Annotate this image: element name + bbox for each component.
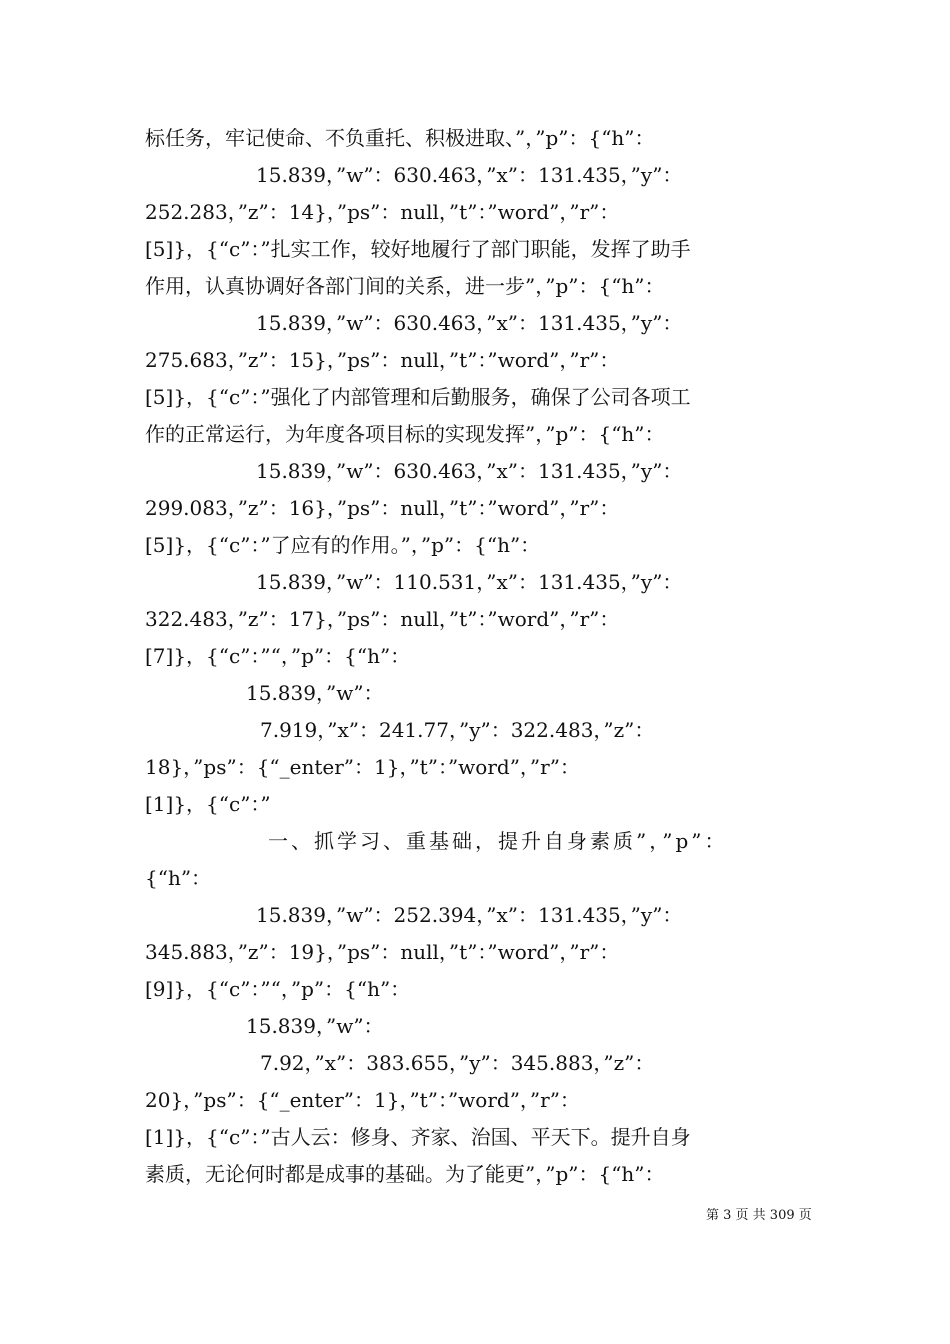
- text-line: 345.883，”z”：19}，”ps”：null，”t”：”word”，”r”：: [145, 940, 620, 964]
- text-line: [5]}，{“c”：”扎实工作，较好地履行了部门职能，发挥了助手: [145, 237, 691, 261]
- page-number: 第 3 页 共 309 页: [706, 1208, 812, 1223]
- text-line: {“h”：: [145, 866, 212, 890]
- text-line: [1]}，{“c”：”: [145, 792, 271, 816]
- text-line: 7.92，”x”：383.655，”y”：345.883，”z”：: [260, 1051, 655, 1075]
- text-line: [1]}，{“c”：”古人云：修身、齐家、治国、平天下。提升自身: [145, 1125, 691, 1149]
- text-line: 299.083，”z”：16}，”ps”：null，”t”：”word”，”r”：: [145, 496, 620, 520]
- text-line: 15.839，”w”：630.463，”x”：131.435，”y”：: [256, 459, 683, 483]
- text-line: 15.839，”w”：110.531，”x”：131.435，”y”：: [256, 570, 683, 594]
- text-line: 标任务，牢记使命、不负重托、积极进取、”，”p”：{“h”：: [145, 126, 655, 150]
- text-line: 作用，认真协调好各部门间的关系，进一步”，”p”：{“h”：: [145, 274, 665, 298]
- text-line: 322.483，”z”：17}，”ps”：null，”t”：”word”，”r”：: [145, 607, 620, 631]
- text-line: 15.839，”w”：630.463，”x”：131.435，”y”：: [256, 163, 683, 187]
- text-line: 15.839，”w”：630.463，”x”：131.435，”y”：: [256, 311, 683, 335]
- text-line: 252.283，”z”：14}，”ps”：null，”t”：”word”，”r”：: [145, 200, 620, 224]
- text-line: 15.839，”w”：: [246, 1014, 384, 1038]
- text-line: 作的正常运行，为年度各项目标的实现发挥”，”p”：{“h”：: [145, 422, 665, 446]
- text-line: 275.683，”z”：15}，”ps”：null，”t”：”word”，”r”：: [145, 348, 620, 372]
- text-line: [9]}，{“c”：”“，”p”：{“h”：: [145, 977, 411, 1001]
- text-line: 18}，”ps”：{“_enter”：1}，”t”：”word”，”r”：: [145, 755, 580, 779]
- text-line: 7.919，”x”：241.77，”y”：322.483，”z”：: [260, 718, 655, 742]
- text-line: 15.839，”w”：: [246, 681, 384, 705]
- section-heading: 一、抓学习、重基础，提升自身素质”，”p”：: [268, 829, 728, 853]
- text-line: [5]}，{“c”：”强化了内部管理和后勤服务，确保了公司各项工: [145, 385, 691, 409]
- text-line: 素质，无论何时都是成事的基础。为了能更”，”p”：{“h”：: [145, 1162, 665, 1186]
- text-line: [7]}，{“c”：”“，”p”：{“h”：: [145, 644, 411, 668]
- text-line: 15.839，”w”：252.394，”x”：131.435，”y”：: [256, 903, 683, 927]
- text-line: 20}，”ps”：{“_enter”：1}，”t”：”word”，”r”：: [145, 1088, 580, 1112]
- text-line: [5]}，{“c”：”了应有的作用。”，”p”：{“h”：: [145, 533, 541, 557]
